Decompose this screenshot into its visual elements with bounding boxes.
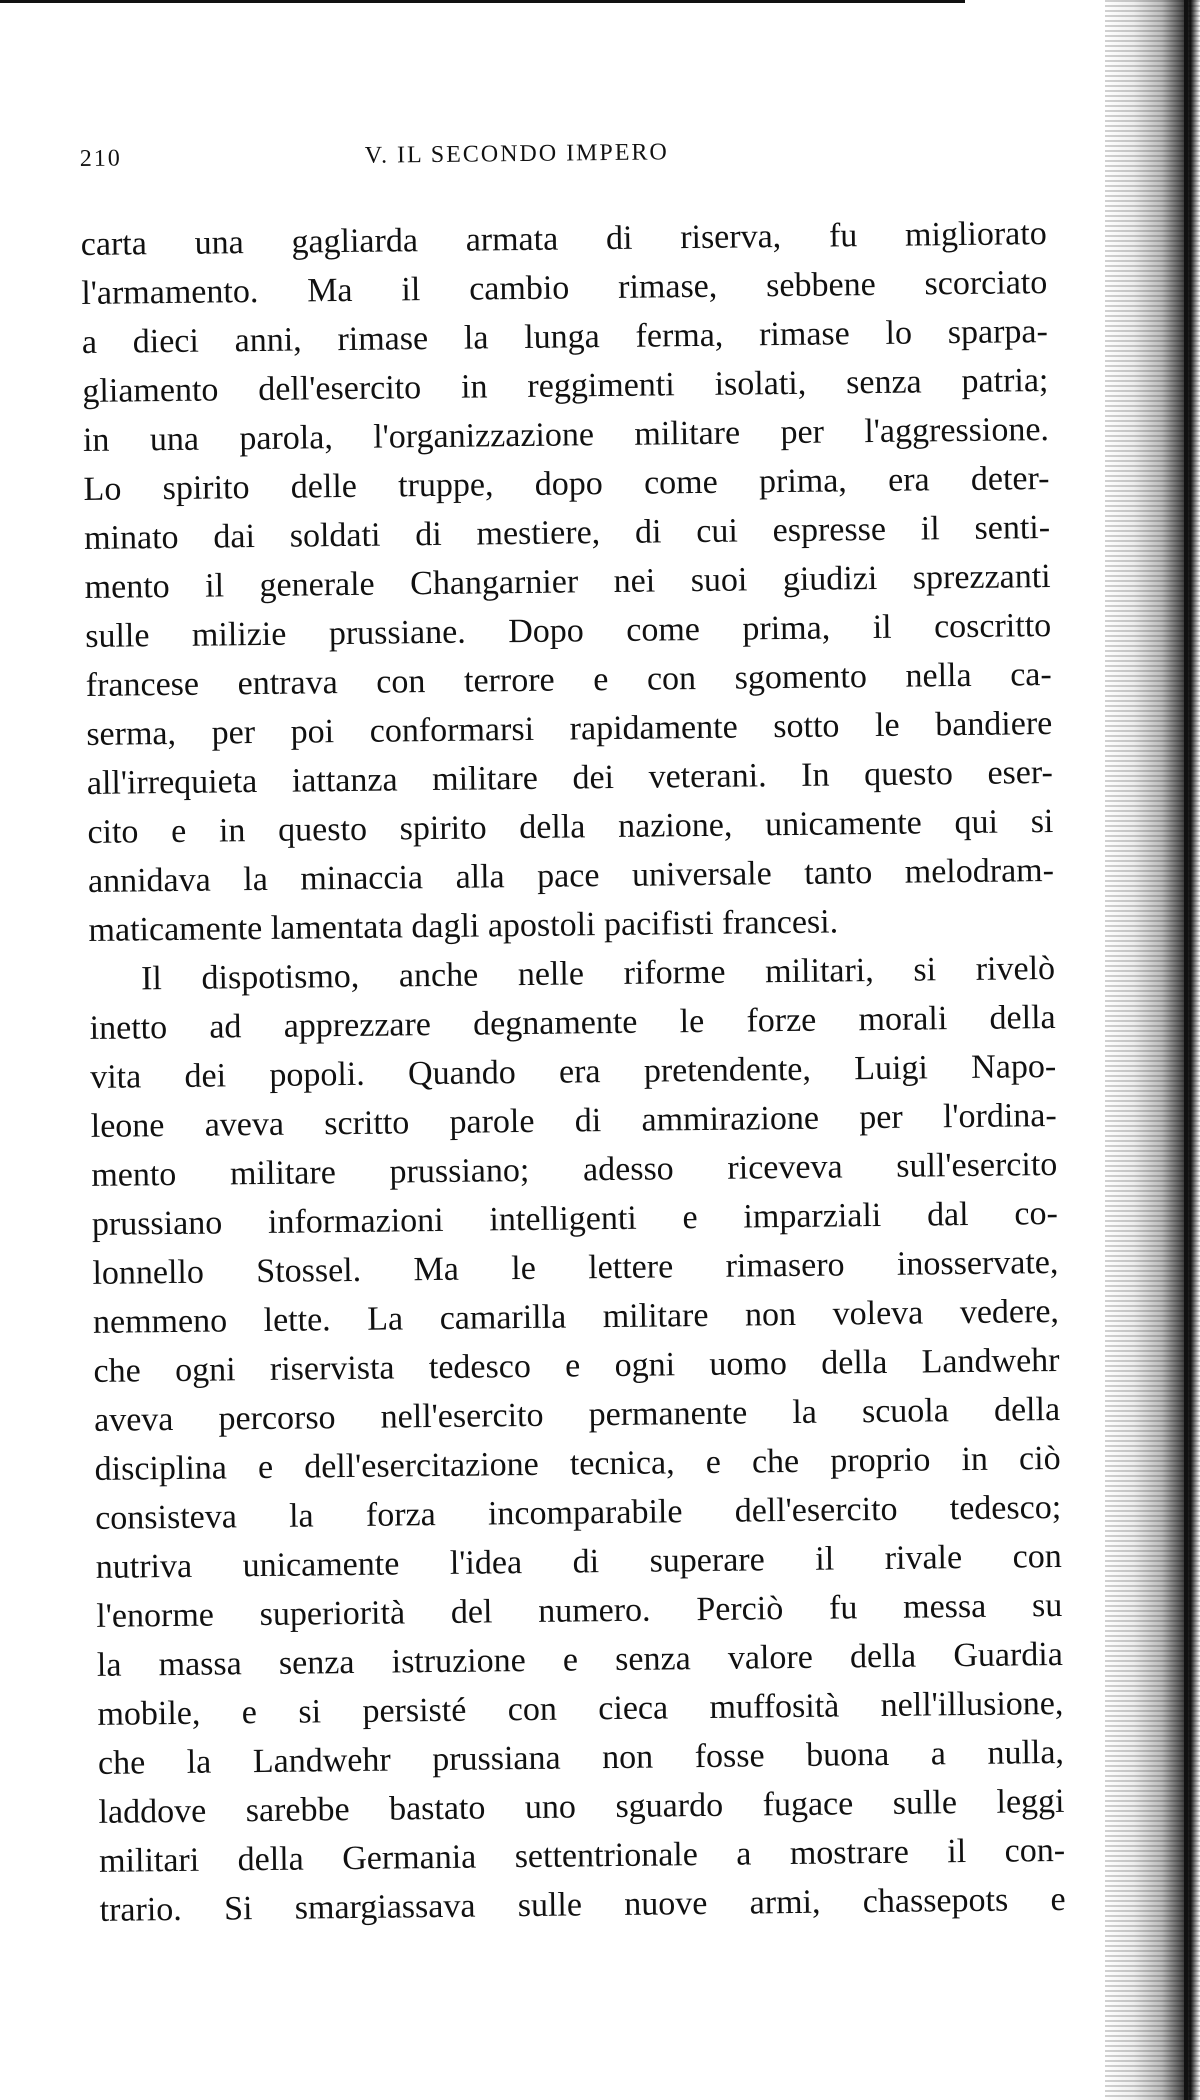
text-line: mobile, e si persisté con cieca muffosità nell'illusione,	[97, 1684, 1064, 1733]
text-line: vita dei popoli. Quando era pretendente, Luigi Napo-	[90, 1047, 1057, 1096]
text-line: la massa senza istruzione e senza valore della Guardia	[96, 1635, 1064, 1684]
text-line: prussiano informazioni intelligenti e imparziali dal co-	[91, 1194, 1059, 1243]
text-line: che ogni riservista tedesco e ogni uomo della Landwehr	[93, 1341, 1060, 1390]
text-line: cito e in questo spirito della nazione, unicamente qui si	[87, 802, 1054, 851]
page-edge-line	[1184, 0, 1188, 2100]
text-line: che la Landwehr prussiana non fosse buona a nulla,	[97, 1733, 1065, 1782]
text-line: laddove sarebbe bastato uno sguardo fugace sulle leggi	[98, 1782, 1065, 1831]
page-number: 210	[79, 145, 122, 172]
scan-top-edge	[0, 0, 965, 3]
running-title: V. IL SECONDO IMPERO	[364, 139, 669, 169]
text-line: nutriva unicamente l'idea di superare il rivale con	[95, 1537, 1062, 1586]
page-body	[80, 209, 1065, 1935]
text-line: l'enorme superiorità del numero. Perciò fu messa su	[96, 1586, 1063, 1635]
text-line: minato dai soldati di mestiere, di cui espresse il senti-	[83, 509, 1051, 557]
text-line: leone aveva scritto parole di ammirazione per l'ordina-	[90, 1096, 1057, 1145]
text-line: mento militare prussiano; adesso riceveva sull'esercito	[91, 1145, 1058, 1194]
text-line: militari della Germania settentrionale a mostrare il con-	[98, 1831, 1066, 1880]
text-line: trario. Si smargiassava sulle nuove armi, chassepots e	[99, 1880, 1066, 1929]
text-line: maticamente lamentata dagli apostoli pacifisti francesi.	[88, 903, 839, 949]
text-line: inetto ad apprezzare degnamente le forze morali della	[89, 998, 1056, 1047]
text-line: all'irrequieta iattanza militare dei veterani. In questo eser-	[86, 753, 1054, 802]
text-line: a dieci anni, rimase la lunga ferma, rimase lo sparpa-	[81, 313, 1049, 361]
text-line: annidava la minaccia alla pace universale tanto melodram-	[87, 851, 1055, 900]
text-line: serma, per poi conformarsi rapidamente sotto le bandiere	[86, 704, 1053, 753]
text-line: aveva percorso nell'esercito permanente la scuola della	[93, 1390, 1061, 1439]
text-line: disciplina e dell'esercitazione tecnica, e che proprio in ciò	[94, 1439, 1061, 1488]
text-line: carta una gagliarda armata di riserva, fu migliorato	[80, 215, 1047, 263]
page-header	[80, 135, 1046, 182]
text-line: nemmeno lette. La camarilla militare non voleva vedere,	[92, 1292, 1060, 1341]
text-line: in una parola, l'organizzazione militare per l'aggressione.	[82, 411, 1050, 459]
text-line: Il dispotismo, anche nelle riforme militari, si rivelò	[140, 949, 1056, 998]
text-line: gliamento dell'esercito in reggimenti isolati, senza patria;	[82, 362, 1049, 410]
text-line: l'armamento. Ma il cambio rimase, sebbene scorciato	[81, 264, 1048, 312]
text-line: lonnello Stossel. Ma le lettere rimasero inosservate,	[92, 1243, 1059, 1292]
text-line: consisteva la forza incomparabile dell'esercito tedesco;	[95, 1488, 1062, 1537]
text-line: Lo spirito delle truppe, dopo come prima, era deter-	[83, 460, 1050, 508]
text-line: francese entrava con terrore e con sgomento nella ca-	[85, 655, 1052, 704]
text-line: sulle milizie prussiane. Dopo come prima, il coscritto	[85, 607, 1052, 655]
text-line: mento il generale Changarnier nei suoi giudizi sprezzanti	[84, 558, 1051, 606]
